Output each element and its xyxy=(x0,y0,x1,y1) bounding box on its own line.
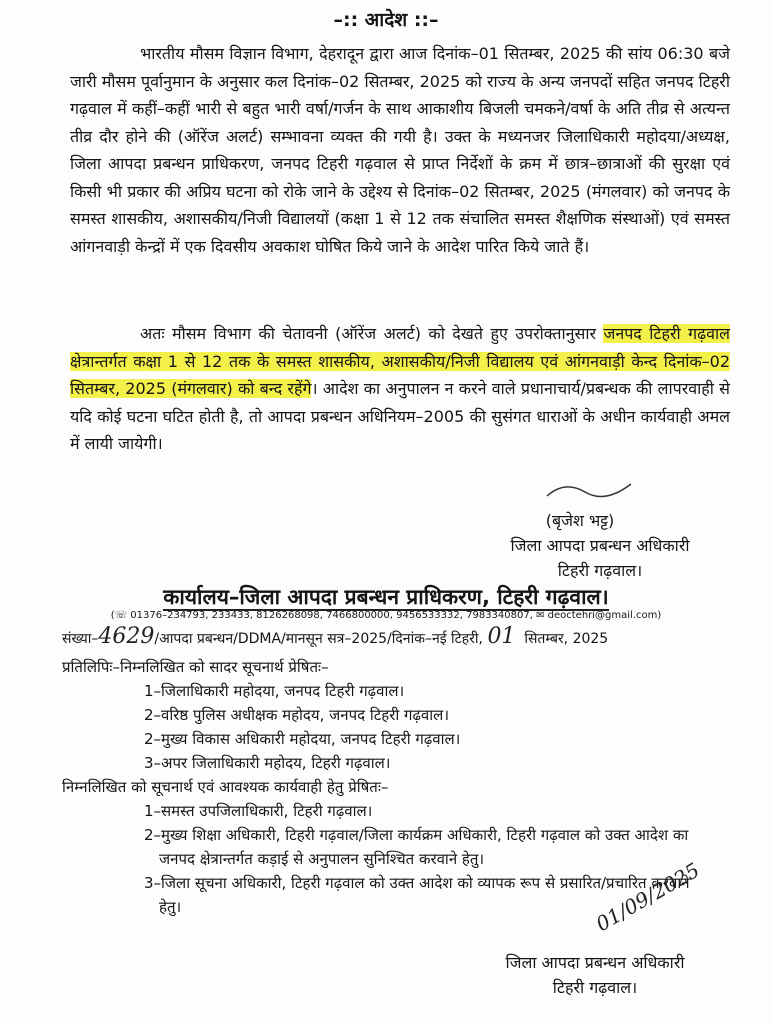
ref-path: /आपदा प्रबन्धन/DDMA/मानसून सत्र–2025/दिनांक–नई टिहरी, xyxy=(154,631,483,647)
ref-number-handwritten: 4629 xyxy=(98,624,155,649)
signatory-place: टिहरी गढ़वाल। xyxy=(552,978,638,997)
highlighted-closure-notice: जनपद टिहरी गढ़वाल क्षेत्रान्तर्गत कक्षा 1 से 12 तक के समस्त शासकीय, अशासकीय/निजी विद्यालय एवं आंगनवाड़ी केन्द दिनांक–02 सितम्बर, 2025 (मंगलवार) को बन्द रहेंगे xyxy=(70,324,730,398)
signatory-place: टिहरी गढ़वाल। xyxy=(557,561,643,580)
contact-details: (☏ 01376–234793, 233433, 8126268098, 7466800000, 9456533332, 7983340807, ✉ deoctehri@gmail.com) xyxy=(110,610,662,621)
action-heading: निम्नलिखित को सूचनार्थ एवं आवश्यक कार्यवाही हेतु प्रेषितः– xyxy=(62,778,389,796)
copy-item: 2–मुख्य विकास अधिकारी महोदया, जनपद टिहरी गढ़वाल। xyxy=(144,730,461,748)
copy-to-section xyxy=(62,655,722,919)
order-paragraph-1: भारतीय मौसम विज्ञान विभाग, देहरादून द्वारा आज दिनांक–01 सितम्बर, 2025 की सांय 06:30 बजे जारी मौसम पूर्वानुमान के अनुसार कल दिनांक–02 सितम्बर, 2025 को राज्य के अन्य जनपदों सहित जनपद टिहरी गढ़वाल में कहीं–कहीं भारी से बहुत भारी वर्षा/गर्जन के साथ आकाशीय बिजली चमकने/वर्षा के अति तीव्र से अत्यन्त तीव्र दौर होने की (ऑरेंज अलर्ट) सम्भावना व्यक्त की गयी है। उक्त के मध्यनजर जिलाधिकारी महोदया/अध्यक्ष, जिला आपदा प्रबन्धन प्राधिकरण, जनपद टिहरी गढ़वाल से प्राप्त निर्देशों के क्रम में छात्र–छात्राओं की सुरक्षा एवं किसी भी प्रकार की अप्रिय घटना को रोके जाने के उद्देश्य से दिनांक–02 सितम्बर, 2025 (मंगलवार) को जनपद के समस्त शासकीय, अशासकीय/निजी विद्यालयों (कक्षा 1 से 12 तक संचालित समस्त शैक्षणिक संस्थाओं) एवं समस्त आंगनवाड़ी केन्द्रों में एक दिवसीय अवकाश घोषित किये जाने के आदेश पारित किये जाते हैं। xyxy=(70,44,730,256)
ref-label: संख्या– xyxy=(62,631,99,647)
signature-block-2 xyxy=(470,950,720,1000)
paragraph-2-intro: अतः मौसम विभाग की चेतावनी (ऑरेंज अलर्ट) को देखते हुए उपरोक्तानुसार xyxy=(140,324,604,343)
action-item: 2–मुख्य शिक्षा अधिकारी, टिहरी गढ़वाल/जिला कार्यक्रम अधिकारी, टिहरी गढ़वाल को उक्त आदेश का जनपद क्षेत्रान्तर्गत कड़ाई से अनुपालन सुनिश्चित करवाने हेतु। xyxy=(144,826,689,868)
copy-item: 2–वरिष्ठ पुलिस अधीक्षक महोदय, जनपद टिहरी गढ़वाल। xyxy=(144,706,450,724)
action-item: 3–जिला सूचना अधिकारी, टिहरी गढ़वाल को उक्त आदेश को व्यापक रूप से प्रसारित/प्रचारित करवाने हेतु। xyxy=(144,874,690,916)
signature-block-1 xyxy=(480,508,720,583)
action-item: 1–समस्त उपजिलाधिकारी, टिहरी गढ़वाल। xyxy=(144,802,373,820)
ref-day-handwritten: 01 xyxy=(487,624,516,649)
copy-heading: प्रतिलिपिः–निम्नलिखित को सादर सूचनार्थ प्रेषितः– xyxy=(62,658,329,676)
paragraph-2-rest: । आदेश का अनुपालन न करने वाले प्रधानाचार्य/प्रबन्धक की लापरवाही से यदि कोई घटना घटित होती है, तो आपदा प्रबन्धन अधिनियम–2005 की सुसंगत धाराओं के अधीन कार्यवाही अमल में लायी जायेगी। xyxy=(70,379,730,453)
signature-scribble xyxy=(545,478,635,504)
signatory-designation: जिला आपदा प्रबन्धन अधिकारी xyxy=(505,953,685,972)
signatory-name: (बृजेश भट्ट) xyxy=(545,511,615,530)
order-paragraph-2 xyxy=(70,320,730,458)
copy-item: 1–जिलाधिकारी महोदया, जनपद टिहरी गढ़वाल। xyxy=(144,682,405,700)
copy-item: 3–अपर जिलाधिकारी महोदय, टिहरी गढ़वाल। xyxy=(144,754,391,772)
handwritten-date: 01/09/2025 xyxy=(591,857,704,937)
office-header: कार्यालय–जिला आपदा प्रबन्धन प्राधिकरण, टिहरी गढ़वाल। xyxy=(163,585,609,609)
signatory-designation: जिला आपदा प्रबन्धन अधिकारी xyxy=(510,536,690,555)
order-title: –:: आदेश ::– xyxy=(333,9,439,31)
ref-month-year: सितम्बर, 2025 xyxy=(524,631,609,647)
reference-line xyxy=(62,624,608,649)
